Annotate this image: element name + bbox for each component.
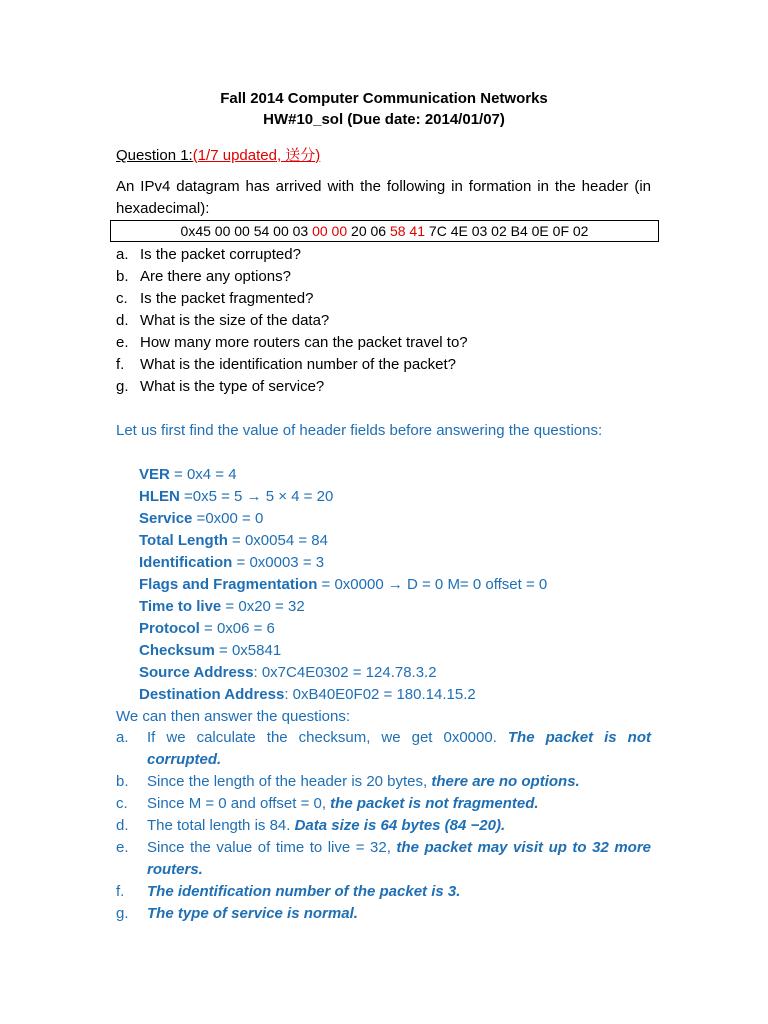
- answer-list: [116, 727, 651, 925]
- field-row: [139, 508, 547, 530]
- question-item: [116, 310, 468, 332]
- hex-part-3: 7C 4E 03 02 B4 0E 0F 02: [425, 223, 589, 239]
- question-letter: d.: [116, 312, 129, 329]
- field-value: = 0x06 = 6: [199, 620, 275, 637]
- question-item: [116, 244, 468, 266]
- answer-item: [116, 815, 651, 837]
- answer-emphasis: The type of service is normal.: [147, 905, 358, 922]
- field-name: Flags and Fragmentation: [139, 576, 318, 593]
- answer-text: Since M = 0 and offset = 0,: [147, 795, 331, 812]
- field-value: = 0x5841: [214, 642, 282, 659]
- question-heading: [116, 144, 320, 165]
- field-row: [139, 596, 547, 618]
- header-fields-list: [139, 464, 547, 706]
- field-value: =0x5 = 5 → 5 × 4 = 20: [179, 488, 334, 505]
- field-value: = 0x0000 → D = 0 M= 0 offset = 0: [317, 576, 548, 593]
- answer-letter: b.: [116, 773, 129, 790]
- answer-emphasis: the packet may visit up to 32 more routers.: [147, 839, 651, 878]
- field-name: Time to live: [139, 598, 222, 615]
- field-value: = 0x0003 = 3: [232, 554, 325, 571]
- solution-lead: Let us first find the value of header fields before answering the questions:: [116, 422, 603, 439]
- question-letter: g.: [116, 378, 129, 395]
- question-intro: An IPv4 datagram has arrived with the following in formation in the header (in hexadecimal):: [116, 178, 651, 217]
- field-name: Total Length: [139, 532, 228, 549]
- field-row: [139, 684, 547, 706]
- field-row: [139, 552, 547, 574]
- answer-item: [116, 771, 651, 793]
- field-row: [139, 464, 547, 486]
- field-row: [139, 640, 547, 662]
- answer-letter: a.: [116, 729, 129, 746]
- answers-lead: We can then answer the questions:: [116, 708, 351, 725]
- answer-letter: e.: [116, 839, 129, 856]
- field-name: Protocol: [139, 620, 200, 637]
- answer-emphasis: the packet is not fragmented.: [330, 795, 539, 812]
- answer-item: [116, 903, 651, 925]
- field-name: Source Address: [139, 664, 254, 681]
- answer-emphasis: Data size is 64 bytes (84 −20).: [294, 817, 506, 834]
- field-name: Destination Address: [139, 686, 285, 703]
- question-text: What is the identification number of the packet?: [140, 356, 457, 373]
- hex-part-1: 0x45 00 00 54 00 03: [180, 223, 313, 239]
- field-value: =0x00 = 0: [192, 510, 264, 527]
- answer-text: Since the value of time to live = 32,: [147, 839, 397, 856]
- answer-letter: g.: [116, 905, 129, 922]
- field-row: [139, 486, 547, 508]
- field-name: Checksum: [139, 642, 215, 659]
- field-row: [139, 530, 547, 552]
- hex-highlight-1: 00 00: [312, 223, 348, 239]
- question-item: [116, 332, 468, 354]
- field-name: VER: [139, 466, 170, 483]
- question-text: How many more routers can the packet travel to?: [140, 334, 468, 351]
- answer-letter: c.: [116, 795, 128, 812]
- answer-emphasis: The packet is not corrupted.: [147, 729, 651, 768]
- answer-emphasis: there are no options.: [431, 773, 580, 790]
- question-letter: f.: [116, 356, 125, 373]
- hex-part-2: 20 06: [347, 223, 390, 239]
- answer-text: If we calculate the checksum, we get 0x0000.: [147, 729, 508, 746]
- question-letter: e.: [116, 334, 129, 351]
- field-row: [139, 574, 547, 596]
- field-name: Service: [139, 510, 193, 527]
- answer-item: [116, 881, 651, 903]
- field-value: = 0x4 = 4: [169, 466, 237, 483]
- question-text: Is the packet corrupted?: [140, 246, 301, 263]
- field-value: = 0x20 = 32: [221, 598, 305, 615]
- field-value: = 0x0054 = 84: [227, 532, 328, 549]
- question-letter: b.: [116, 268, 129, 285]
- question-text: What is the size of the data?: [140, 312, 330, 329]
- answer-text: Since the length of the header is 20 bytes,: [147, 773, 432, 790]
- hex-header-box: [110, 220, 659, 242]
- question-letter: a.: [116, 246, 129, 263]
- question-letter: c.: [116, 290, 128, 307]
- answer-item: [116, 727, 651, 771]
- answer-text: The total length is 84.: [147, 817, 295, 834]
- field-name: Identification: [139, 554, 233, 571]
- question-item: [116, 376, 468, 398]
- question-item: [116, 354, 468, 376]
- field-value: : 0xB40E0F02 = 180.14.15.2: [284, 686, 476, 703]
- field-row: [139, 618, 547, 640]
- field-row: [139, 662, 547, 684]
- question-label: Question 1:: [116, 147, 193, 164]
- answer-letter: d.: [116, 817, 129, 834]
- question-item: [116, 266, 468, 288]
- question-text: Is the packet fragmented?: [140, 290, 314, 307]
- field-value: : 0x7C4E0302 = 124.78.3.2: [253, 664, 437, 681]
- homework-title: HW#10_sol (Due date: 2014/01/07): [263, 111, 505, 128]
- question-text: Are there any options?: [140, 268, 291, 285]
- field-name: HLEN: [139, 488, 180, 505]
- question-text: What is the type of service?: [140, 378, 325, 395]
- answer-emphasis: The identification number of the packet is 3.: [147, 883, 461, 900]
- course-title: Fall 2014 Computer Communication Networks: [220, 90, 548, 107]
- hex-highlight-2: 58 41: [389, 223, 426, 239]
- answer-item: [116, 837, 651, 881]
- question-list: [116, 244, 468, 398]
- answer-letter: f.: [116, 883, 125, 900]
- answer-item: [116, 793, 651, 815]
- question-item: [116, 288, 468, 310]
- update-note: (1/7 updated, 送分): [192, 147, 321, 164]
